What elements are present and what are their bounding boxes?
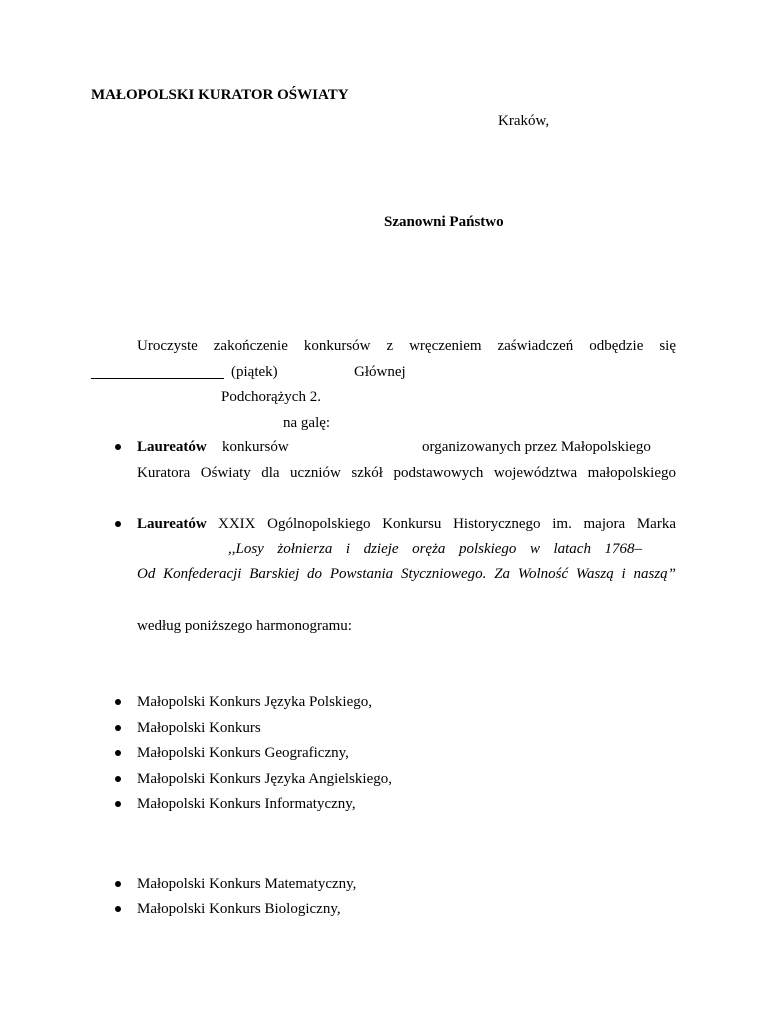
laureates-1-line-2: Kuratora Oświaty dla uczniów szkół podstawowych województwa małopolskiego [137, 465, 676, 481]
bullet-icon [115, 521, 121, 527]
bullet-icon [115, 444, 121, 450]
laureates-2-quote-line-1: ,,Losy żołnierza i dzieje oręża polskiego w latach 1768– [228, 541, 642, 557]
date-blank-line [91, 378, 224, 379]
intro-day: (piątek) [231, 364, 278, 380]
bullet-icon [115, 750, 121, 756]
group-2-item: Małopolski Konkurs Matematyczny, [137, 876, 357, 892]
bullet-icon [115, 725, 121, 731]
bullet-icon [115, 801, 121, 807]
group-1-item: Małopolski Konkurs Informatyczny, [137, 796, 356, 812]
bullet-icon [115, 881, 121, 887]
place-date: Kraków, [498, 113, 550, 129]
intro-street: Podchorążych 2. [221, 389, 321, 405]
group-1-item: Małopolski Konkurs Języka Angielskiego, [137, 771, 392, 787]
intro-glownej: Głównej [354, 364, 406, 380]
group-1-item: Małopolski Konkurs Języka Polskiego, [137, 694, 372, 710]
bullet-icon [115, 776, 121, 782]
schedule-intro: według poniższego harmonogramu: [137, 618, 352, 634]
bullet-icon [115, 699, 121, 705]
bullet-icon [115, 906, 121, 912]
laureates-2-quote-line-2: Od Konfederacji Barskiej do Powstania Styczniowego. Za Wolność Waszą i naszą” [137, 566, 676, 582]
laureates-1-bold: Laureatów [137, 439, 207, 455]
laureates-1-text-a: konkursów [222, 439, 289, 455]
group-2-item: Małopolski Konkurs Biologiczny, [137, 901, 341, 917]
group-1-item: Małopolski Konkurs Geograficzny, [137, 745, 349, 761]
laureates-2-bold: Laureatów [137, 516, 207, 532]
laureates-2-text: XXIX Ogólnopolskiego Konkursu Historycznego im. majora Marka [218, 516, 676, 532]
salutation: Szanowni Państwo [384, 214, 504, 230]
laureates-1-text-b: organizowanych przez Małopolskiego [422, 439, 651, 455]
group-1-item: Małopolski Konkurs [137, 720, 261, 736]
intro-line-1: Uroczyste zakończenie konkursów z wręczeniem zaświadczeń odbędzie się [137, 338, 676, 354]
intro-gala: na galę: [283, 415, 331, 431]
authority-heading: MAŁOPOLSKI KURATOR OŚWIATY [91, 87, 349, 103]
